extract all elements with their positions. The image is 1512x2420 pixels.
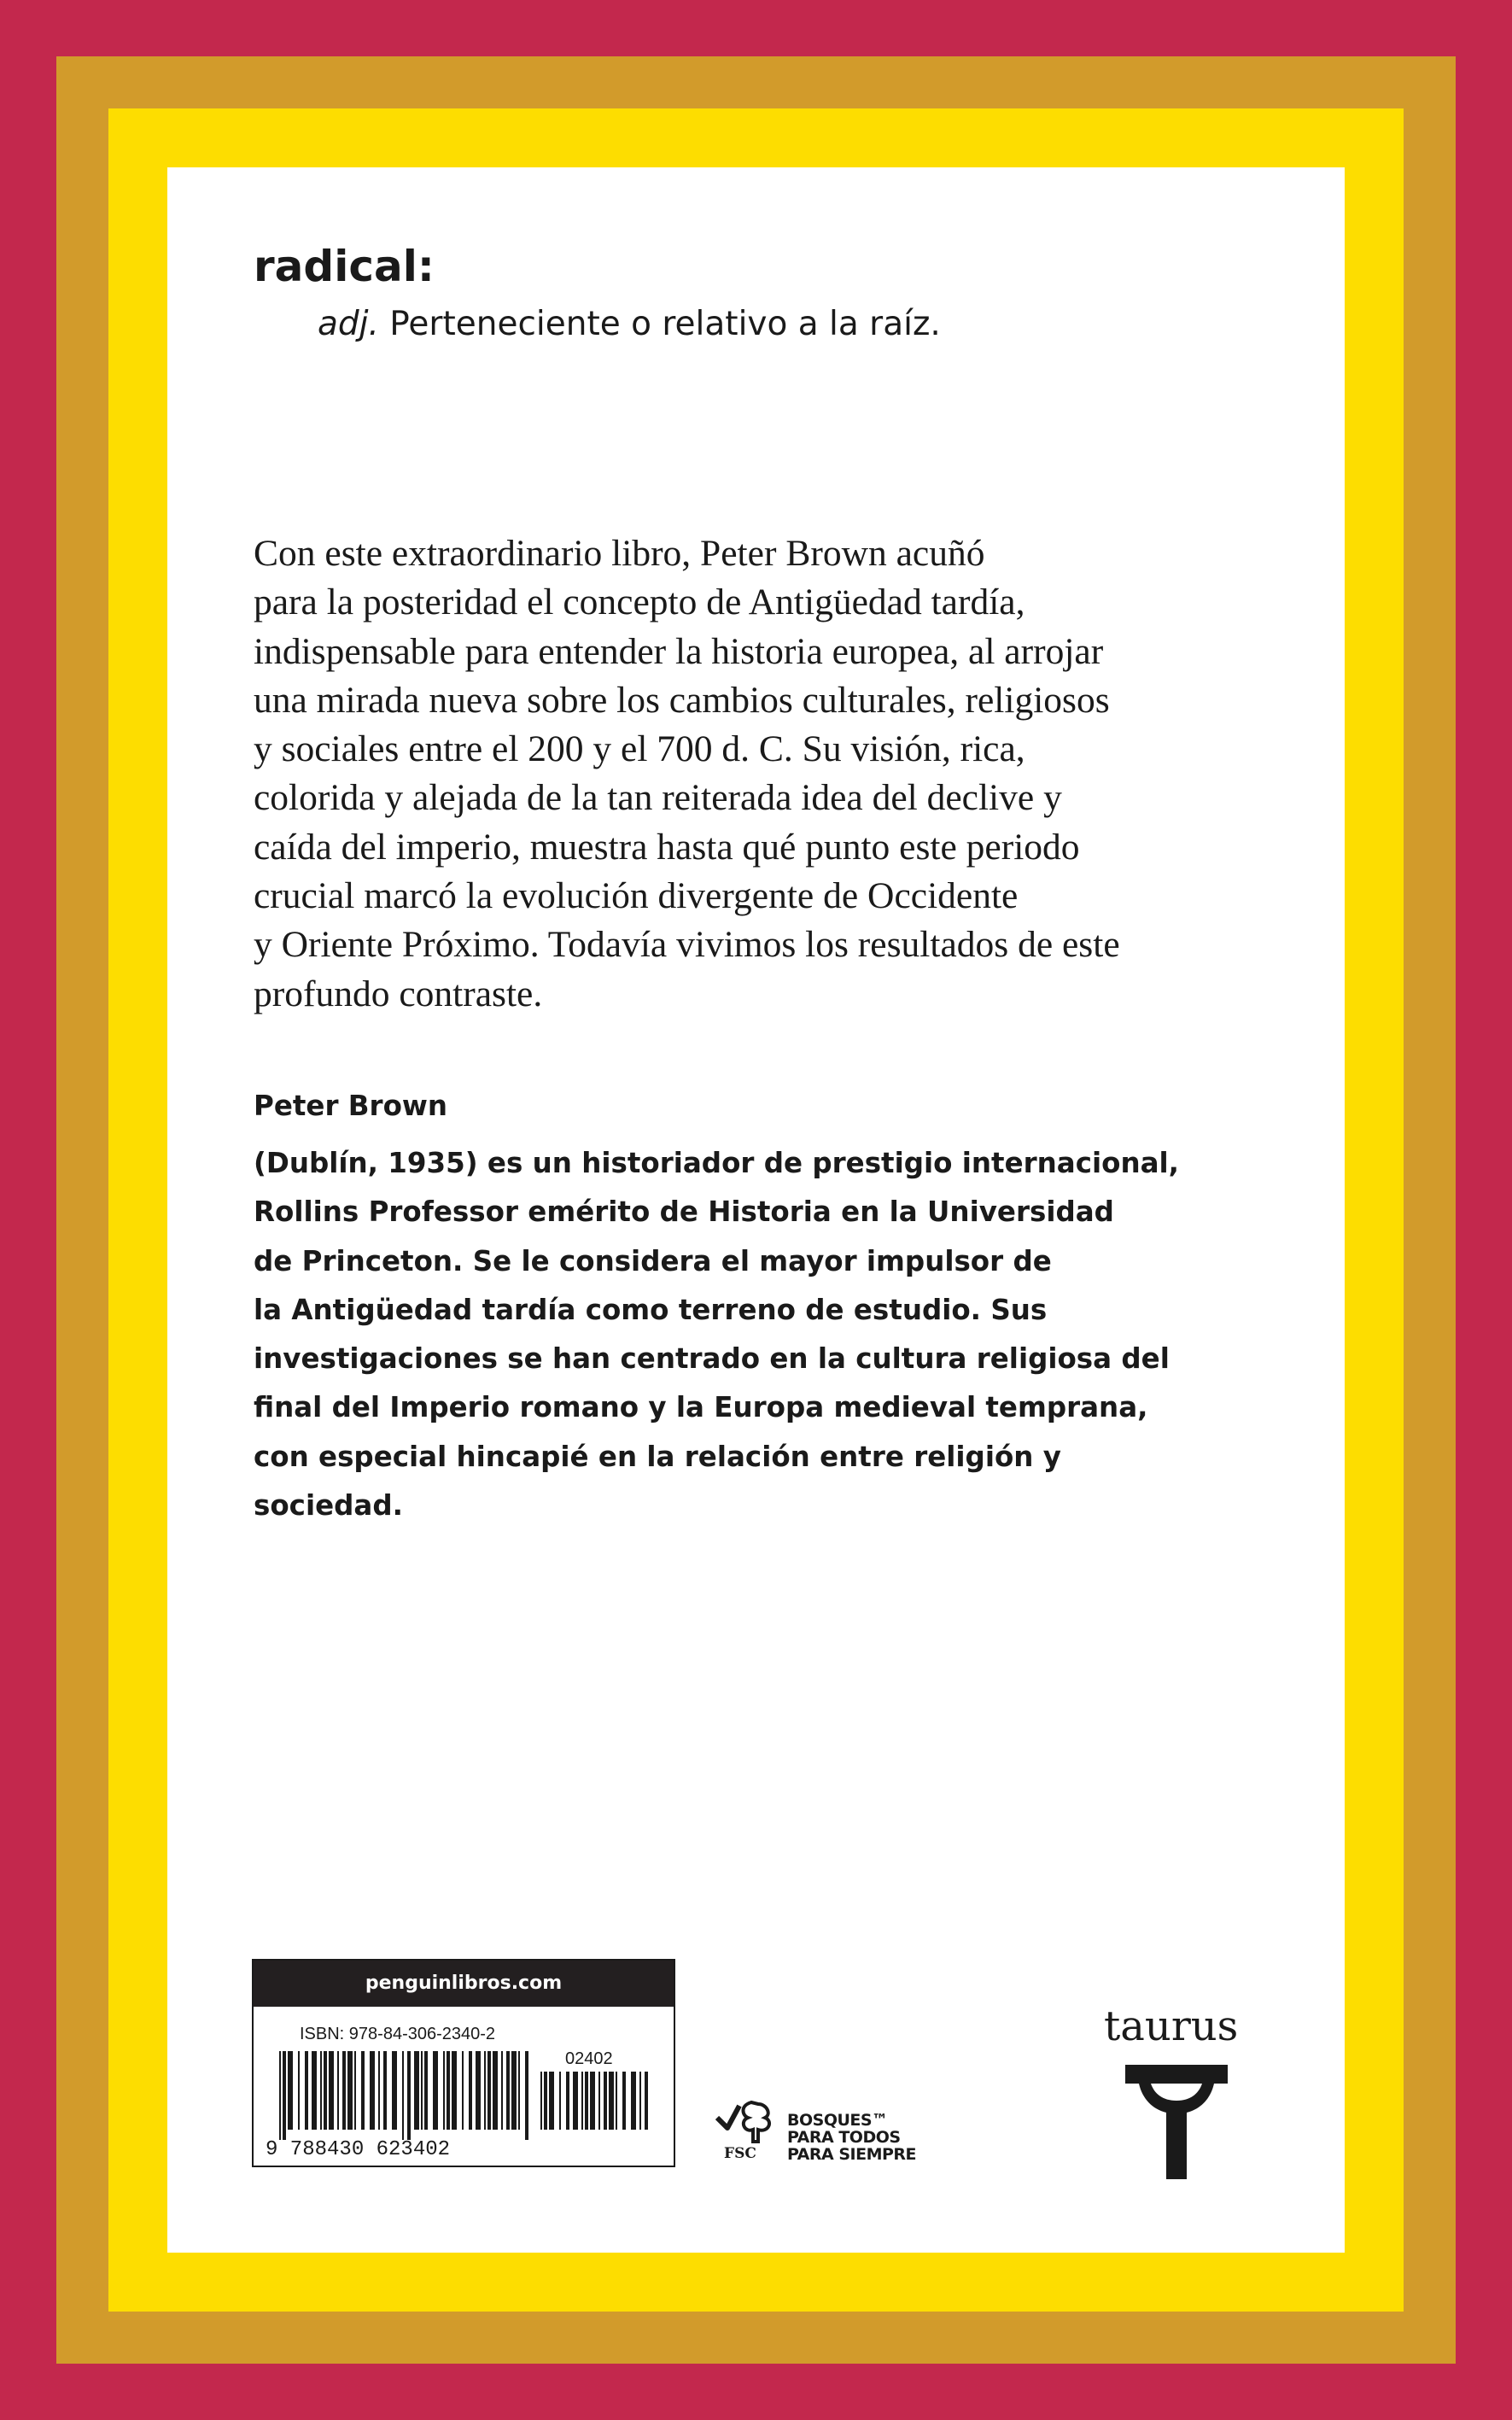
- bio-line: (Dublín, 1935) es un historiador de prestigio internacional,: [254, 1147, 1180, 1179]
- fsc-tree-check-icon: [714, 2099, 780, 2147]
- barcode-icon: [279, 2051, 535, 2140]
- bio-line: con especial hincapié en la relación entre religión y: [254, 1440, 1061, 1473]
- blurb-line: Con este extraordinario libro, Peter Brown acuñó: [254, 533, 985, 574]
- barcode-addon-icon: [540, 2072, 651, 2140]
- blurb-line: caída del imperio, muestra hasta qué punto este periodo: [254, 826, 1080, 868]
- barcode-box: [252, 1959, 675, 2167]
- taurus-t-logo-icon: [1125, 2065, 1228, 2179]
- definition-part-of-speech: adj.: [318, 305, 379, 343]
- fsc-text: [787, 2112, 916, 2163]
- bio-line: investigaciones se han centrado en la cultura religiosa del: [254, 1342, 1170, 1376]
- website-bar: penguinlibros.com: [254, 1961, 674, 2007]
- publisher-name: taurus: [1104, 2002, 1239, 2050]
- blurb-line: y sociales entre el 200 y el 700 d. C. Su visión, rica,: [254, 728, 1025, 770]
- bio-line: la Antigüedad tardía como terreno de estudio. Sus: [254, 1293, 1048, 1326]
- fsc-label: FSC: [724, 2145, 756, 2162]
- fsc-line: BOSQUES™: [787, 2111, 888, 2130]
- blurb-line: indispensable para entender la historia europea, al arrojar: [254, 630, 1104, 672]
- definition-meaning: Perteneciente o relativo a la raíz.: [389, 305, 941, 343]
- fsc-line: PARA SIEMPRE: [787, 2145, 917, 2164]
- barcode-addon-number: 02402: [565, 2049, 613, 2068]
- blurb-line: profundo contraste.: [254, 973, 543, 1014]
- bio-line: Rollins Professor emérito de Historia en la Universidad: [254, 1195, 1114, 1229]
- bio-line: de Princeton. Se le considera el mayor impulsor de: [254, 1244, 1052, 1277]
- definition-word: radical:: [254, 242, 435, 291]
- blurb-line: para la posteridad el concepto de Antigüedad tardía,: [254, 582, 1025, 623]
- blurb-line: una mirada nueva sobre los cambios culturales, religiosos: [254, 679, 1110, 721]
- definition-line: [318, 305, 941, 343]
- author-bio: [254, 1139, 1179, 1530]
- bio-line: sociedad.: [254, 1489, 403, 1523]
- blurb-line: crucial marcó la evolución divergente de Occidente: [254, 875, 1019, 917]
- fsc-line: PARA TODOS: [787, 2128, 901, 2147]
- bio-line: final del Imperio romano y la Europa medieval temprana,: [254, 1391, 1148, 1424]
- blurb-line: y Oriente Próximo. Todavía vivimos los resultados de este: [254, 924, 1120, 966]
- blurb: [254, 529, 1120, 1019]
- barcode-digits: 9 788430 623402: [266, 2138, 451, 2161]
- blurb-line: colorida y alejada de la tan reiterada idea del declive y: [254, 777, 1062, 819]
- isbn-label: ISBN: 978-84-306-2340-2: [300, 2025, 496, 2043]
- author-name: Peter Brown: [254, 1090, 448, 1122]
